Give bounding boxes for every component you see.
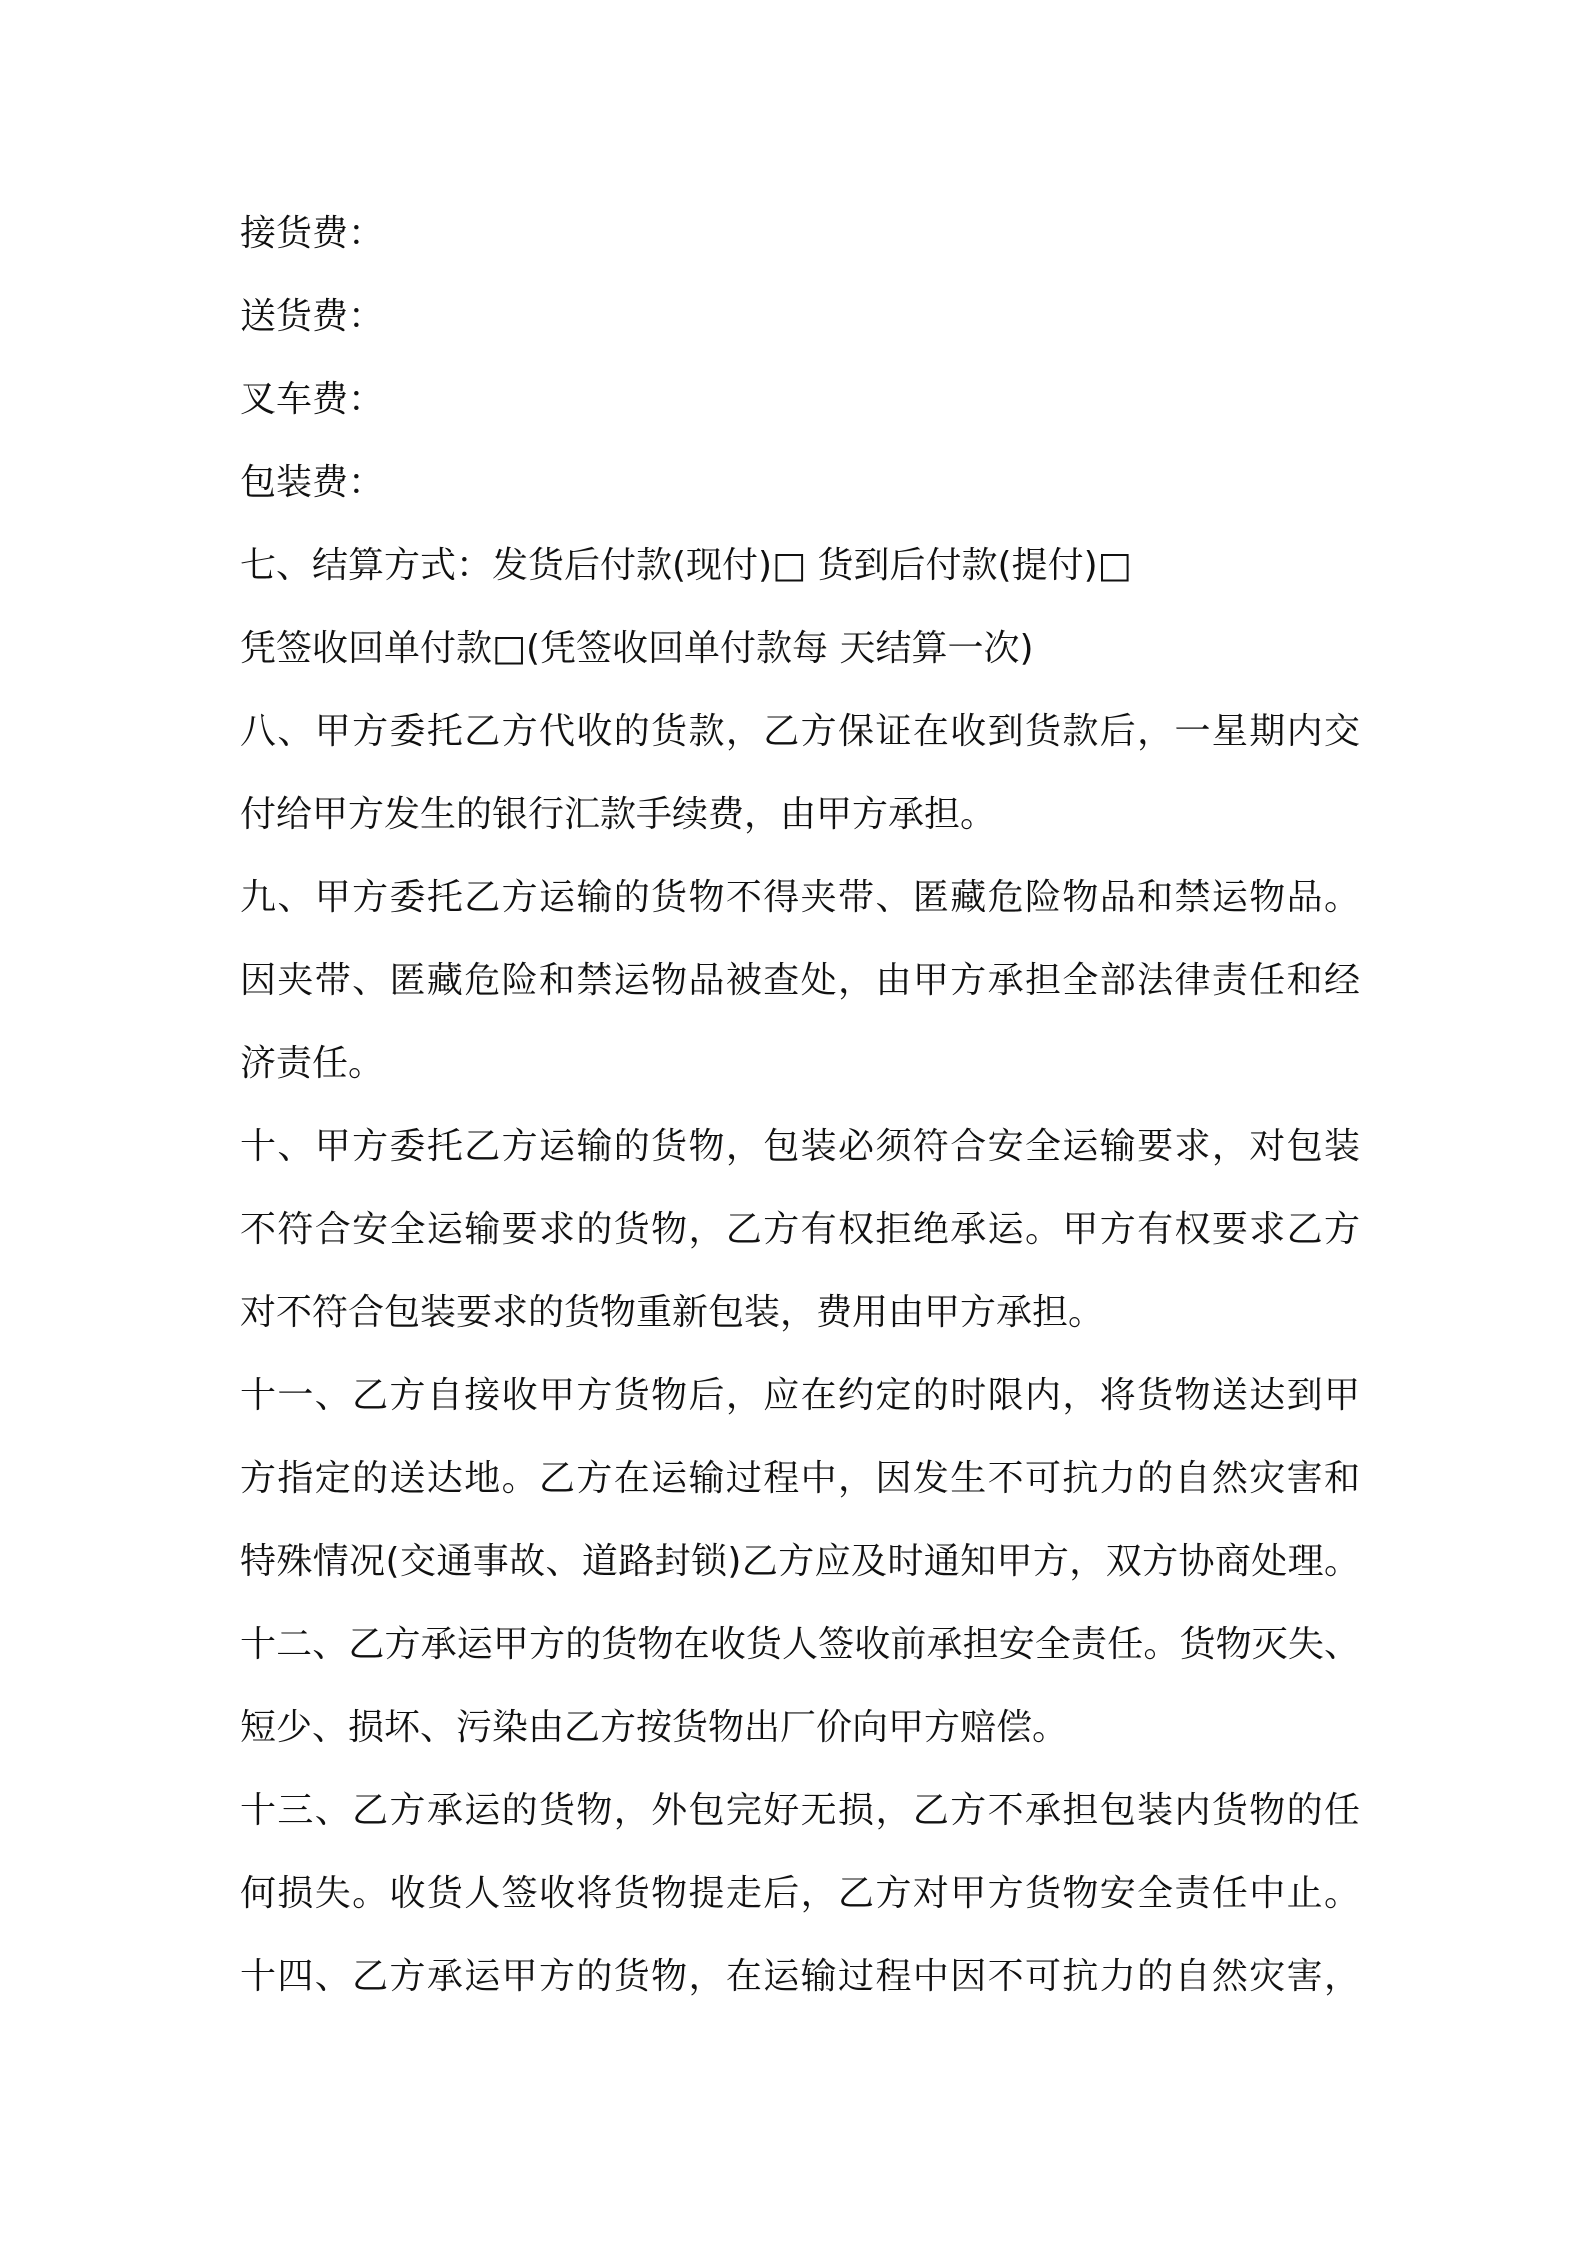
clause-9-line-2: 因夹带、匿藏危险和禁运物品被查处，由甲方承担全部法律责任和经 xyxy=(240,960,1360,1001)
clause-8-line-1: 八、甲方委托乙方代收的货款，乙方保证在收到货款后，一星期内交 xyxy=(240,711,1360,752)
clause-13-line-2: 何损失。收货人签收将货物提走后，乙方对甲方货物安全责任中止。 xyxy=(240,1873,1360,1914)
forklift-fee-line: 叉车费： xyxy=(240,379,385,420)
clause-10-line-3: 对不符合包装要求的货物重新包装，费用由甲方承担。 xyxy=(240,1292,1105,1333)
clause-8-line-2: 付给甲方发生的银行汇款手续费，由甲方承担。 xyxy=(240,794,997,835)
clause-13-line-1: 十三、乙方承运的货物，外包完好无损，乙方不承担包装内货物的任 xyxy=(240,1790,1360,1831)
delivery-fee-line: 送货费： xyxy=(240,296,385,337)
clause-11-line-2: 方指定的送达地。乙方在运输过程中，因发生不可抗力的自然灾害和 xyxy=(240,1458,1360,1499)
clause-11-line-1: 十一、乙方自接收甲方货物后，应在约定的时限内，将货物送达到甲 xyxy=(240,1375,1360,1416)
pickup-fee-line: 接货费： xyxy=(240,213,385,254)
clause-7-line-2: 凭签收回单付款□(凭签收回单付款每 天结算一次) xyxy=(240,628,1034,669)
clause-10-line-1: 十、甲方委托乙方运输的货物，包装必须符合安全运输要求，对包装 xyxy=(240,1126,1360,1167)
clause-11-line-3: 特殊情况(交通事故、道路封锁)乙方应及时通知甲方，双方协商处理。 xyxy=(240,1541,1360,1582)
clause-7-line-1: 七、结算方式：发货后付款(现付)□ 货到后付款(提付)□ xyxy=(240,545,1132,586)
clause-10-line-2: 不符合安全运输要求的货物，乙方有权拒绝承运。甲方有权要求乙方 xyxy=(240,1209,1360,1250)
contract-text xyxy=(240,192,1360,2018)
clause-9-line-1: 九、甲方委托乙方运输的货物不得夹带、匿藏危险物品和禁运物品。 xyxy=(240,877,1360,918)
clause-14-line-1: 十四、乙方承运甲方的货物，在运输过程中因不可抗力的自然灾害， xyxy=(240,1956,1360,1997)
clause-12-line-2: 短少、损坏、污染由乙方按货物出厂价向甲方赔偿。 xyxy=(240,1707,1069,1748)
packing-fee-line: 包装费： xyxy=(240,462,385,503)
clause-12-line-1: 十二、乙方承运甲方的货物在收货人签收前承担安全责任。货物灭失、 xyxy=(240,1624,1360,1665)
clause-9-line-3: 济责任。 xyxy=(240,1043,385,1084)
